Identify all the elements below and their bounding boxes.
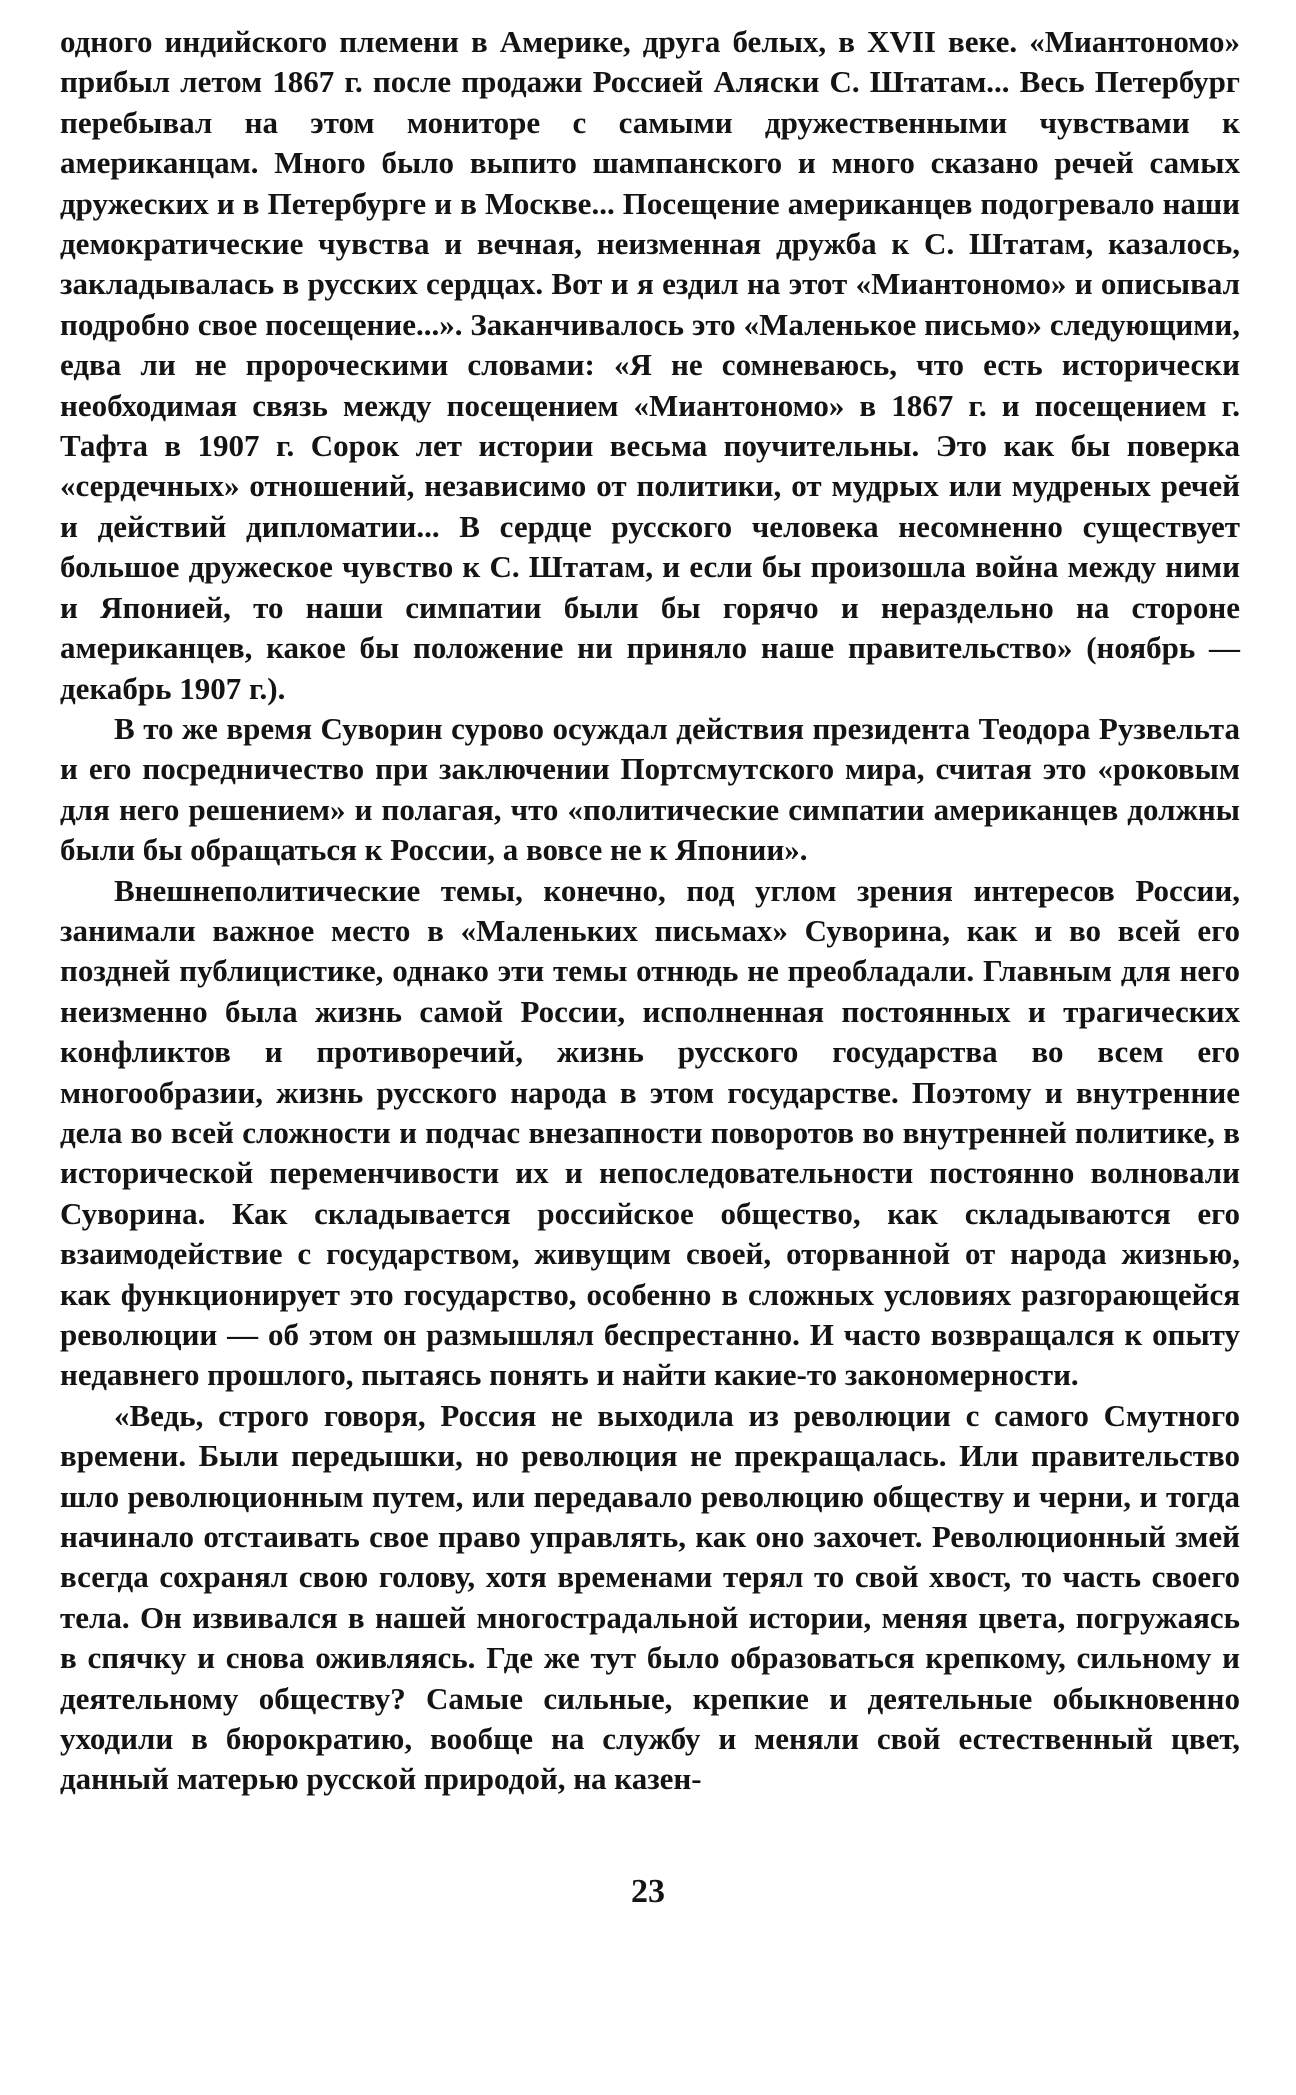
page-number: 23: [631, 1873, 665, 1910]
paragraph-revolution-quote: «Ведь, строго говоря, Россия не выходила из революции с самого Смутного времени. Были передышки, но революция не прекращалась. Или правительство шло революционным путем, или передавало революцию обществу и черни, и тогда начинало отстаивать свое право управлять, как оно захочет. Революционный змей всегда сохранял свою голову, хотя временами терял то свой хвост, то часть своего тела. Он извивался в нашей многострадальной истории, меняя цвета, погружаясь в спячку и снова оживляясь. Где же тут было образоваться крепкому, сильному и деятельному обществу? Самые сильные, крепкие и деятельные обыкновенно уходили в бюрократию, вообще на службу и меняли свой естественный цвет, данный матерью русской природой, на казен-: [60, 1397, 1240, 1797]
page-body: [60, 22, 1240, 1800]
paragraph-continuation: одного индийского племени в Америке, друга белых, в XVII веке. «Миантономо» прибыл летом 1867 г. после продажи Россией Аляски С. Штатам... Весь Петербург перебывал на этом мониторе с самыми дружественными чувствами к американцам. Много было выпито шампанского и много сказано речей самых дружеских и в Петербурге и в Москве... Посещение американцев подогревало наши демократические чувства и вечная, неизменная дружба к С. Штатам, казалось, закладывалась в русских сердцах. Вот и я ездил на этот «Миантономо» и описывал подробно свое посещение...». Заканчивалось это «Маленькое письмо» следующими, едва ли не пророческими словами: «Я не сомневаюсь, что есть исторически необходимая связь между посещением «Миантономо» в 1867 г. и посещением г. Тафта в 1907 г. Сорок лет истории весьма поучительны. Это как бы поверка «сердечных» отношений, независимо от политики, от мудрых или мудреных речей и действий дипломатии... В сердце русского человека несомненно существует большое дружеское чувство к С. Штатам, и если бы произошла война между ними и Японией, то наши симпатии были бы горячо и нераздельно на стороне американцев, какое бы положение ни приняло наше правительство» (ноябрь — декабрь 1907 г.).: [60, 24, 1240, 706]
paragraph-roosevelt: В то же время Суворин сурово осуждал действия президента Теодора Рузвельта и его посредничество при заключении Портсмутского мира, считая это «роковым для него решением» и полагая, что «политические симпатии американцев должны были бы обращаться к России, а вовсе не к Японии».: [60, 710, 1240, 868]
paragraph-foreign-policy: Внешнеполитические темы, конечно, под углом зрения интересов России, занимали важное место в «Маленьких письмах» Суворина, как и во всей его поздней публицистике, однако эти темы отнюдь не преобладали. Главным для него неизменно была жизнь самой России, исполненная постоянных и трагических конфликтов и противоречий, жизнь русского государства во всем его многообразии, жизнь русского народа в этом государстве. Поэтому и внутренние дела во всей сложности и подчас внезапности поворотов во внутренней политике, в исторической переменчивости их и непоследовательности постоянно волновали Суворина. Как складывается российское общество, как складываются его взаимодействие с государством, живущим своей, оторванной от народа жизнью, как функционирует это государство, особенно в сложных условиях разгорающейся революции — об этом он размышлял беспрестанно. И часто возвращался к опыту недавнего прошлого, пытаясь понять и найти какие-то закономерности.: [60, 872, 1240, 1393]
